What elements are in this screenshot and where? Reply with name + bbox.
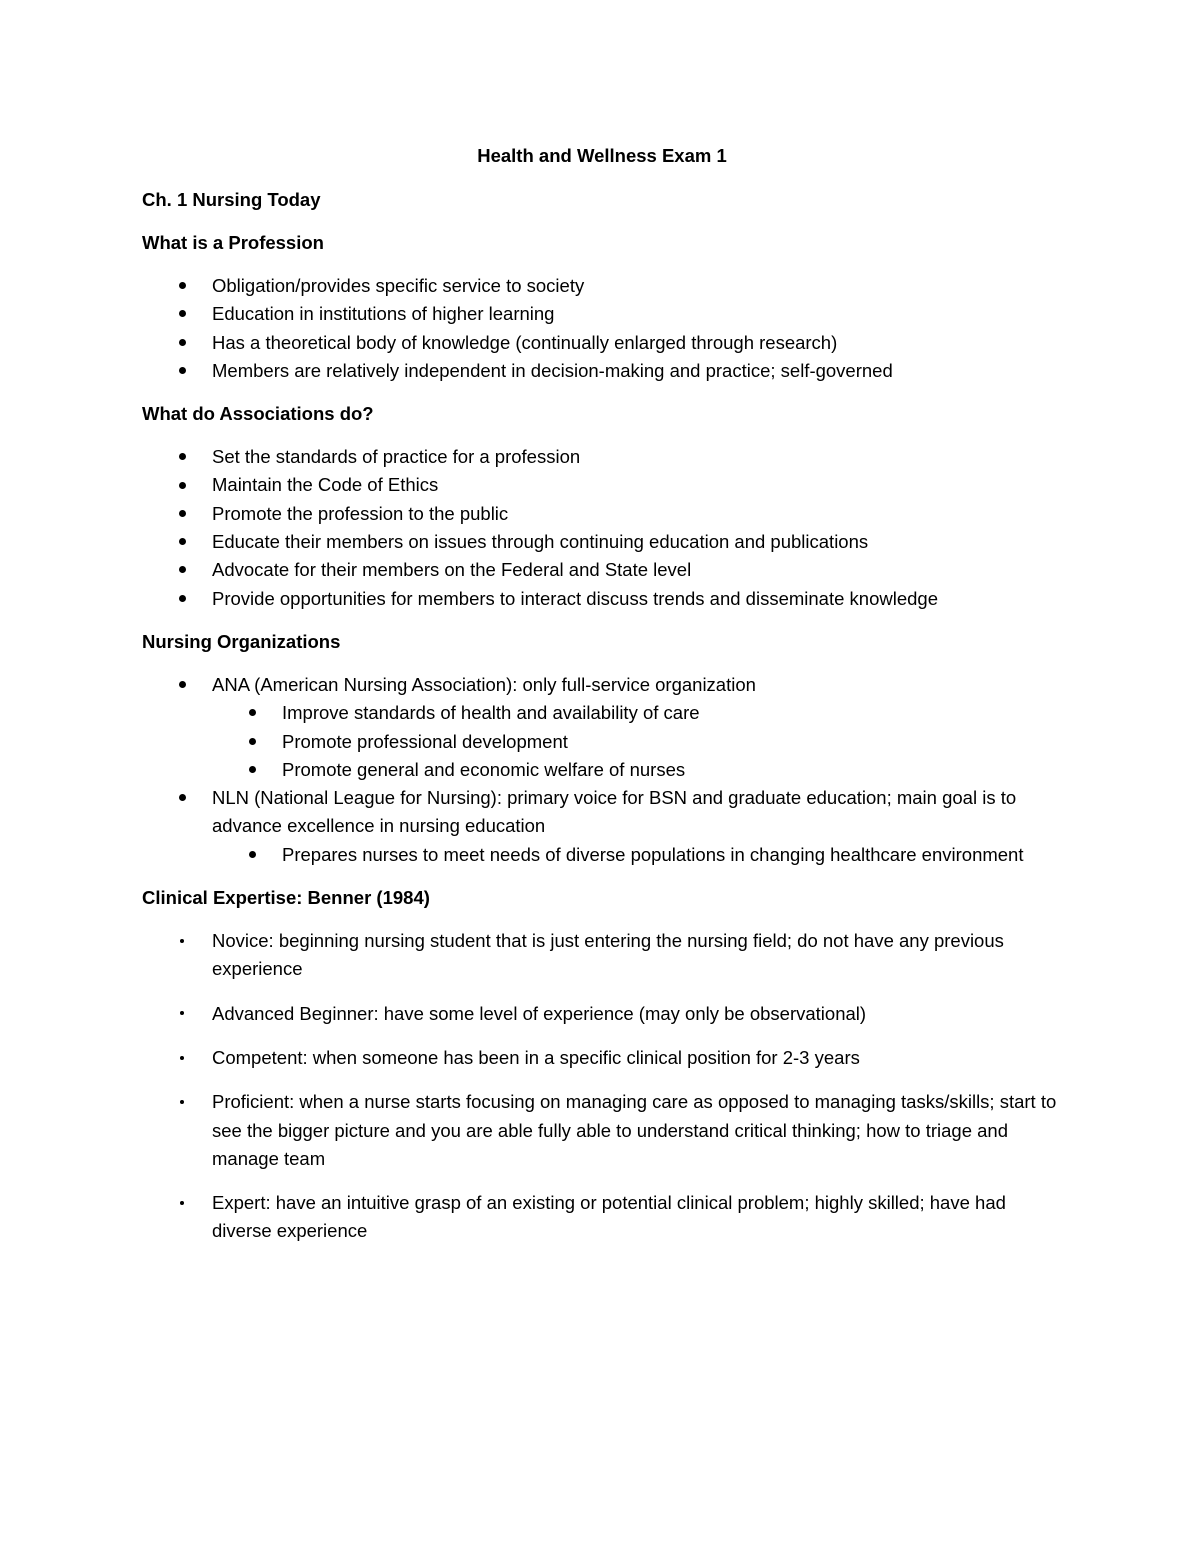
section-heading-organizations: Nursing Organizations: [142, 630, 341, 652]
list-item-text: Proficient: when a nurse starts focusing on managing care as opposed to managing tasks/skills; start to see the bigger picture and you are able fully able to understand critical thinking; how to triage and manage team: [212, 1091, 1057, 1169]
bullet-icon: [245, 699, 259, 727]
list-item-text: Novice: beginning nursing student that is just entering the nursing field; do not have any previous experience: [212, 930, 1004, 980]
list-item-text: Provide opportunities for members to interact discuss trends and disseminate knowledge: [212, 587, 938, 609]
sub-list-item-text: Prepares nurses to meet needs of diverse populations in changing healthcare environment: [282, 843, 1024, 865]
profession-list: [142, 272, 1062, 385]
associations-list: [142, 443, 1062, 613]
chapter-heading: Ch. 1 Nursing Today: [142, 189, 321, 210]
bullet-icon: [175, 1088, 189, 1116]
list-item: [142, 300, 1062, 328]
list-item-text: Has a theoretical body of knowledge (continually enlarged through research): [212, 331, 838, 353]
sub-list-item: [142, 699, 1062, 727]
list-item: [142, 1088, 1062, 1173]
list-item-nln: [142, 784, 1062, 841]
list-item: [142, 556, 1062, 584]
list-item: [142, 272, 1062, 300]
list-item-text: Educate their members on issues through continuing education and publications: [212, 531, 869, 553]
list-item: [142, 927, 1062, 984]
bullet-icon: [175, 927, 189, 955]
list-item-text: NLN (National League for Nursing): primary voice for BSN and graduate education; main goal is to advance excellence in nursing education: [212, 787, 1017, 837]
list-item: [142, 500, 1062, 528]
list-item: [142, 329, 1062, 357]
nln-sublist: [142, 841, 1062, 869]
sub-list-item-text: Promote professional development: [282, 730, 568, 752]
section-heading-associations: What do Associations do?: [142, 403, 374, 425]
sub-list-item-text: Promote general and economic welfare of nurses: [282, 758, 686, 780]
bullet-icon: [175, 500, 189, 528]
list-item-text: Education in institutions of higher learning: [212, 303, 555, 325]
bullet-icon: [175, 300, 189, 328]
bullet-icon: [175, 443, 189, 471]
bullet-icon: [245, 841, 259, 869]
list-item-text: Competent: when someone has been in a specific clinical position for 2-3 years: [212, 1046, 860, 1068]
list-item-text: Maintain the Code of Ethics: [212, 474, 439, 496]
list-item: [142, 443, 1062, 471]
section-heading-profession: What is a Profession: [142, 232, 324, 253]
sub-list-item: [142, 728, 1062, 756]
list-item-ana: [142, 671, 1062, 699]
bullet-icon: [175, 585, 189, 613]
ana-sublist: [142, 699, 1062, 784]
sub-list-item: [142, 841, 1062, 869]
list-item-text: Expert: have an intuitive grasp of an existing or potential clinical problem; highly skilled; have had diverse experience: [212, 1192, 1006, 1242]
list-item: [142, 471, 1062, 499]
bullet-icon: [175, 784, 189, 812]
list-item: [142, 1044, 1062, 1072]
list-item-text: Advocate for their members on the Federal and State level: [212, 559, 692, 581]
organizations-list: [142, 671, 1062, 869]
expertise-list: [142, 927, 1062, 1246]
list-item-text: Promote the profession to the public: [212, 502, 509, 524]
list-item-text: ANA (American Nursing Association): only full-service organization: [212, 673, 756, 695]
bullet-icon: [175, 329, 189, 357]
list-item-text: Set the standards of practice for a profession: [212, 446, 581, 468]
document-content: [142, 142, 1062, 1262]
bullet-icon: [175, 1000, 189, 1028]
bullet-icon: [175, 272, 189, 300]
list-item: [142, 357, 1062, 385]
list-item-text: Members are relatively independent in decision-making and practice; self-governed: [212, 359, 893, 381]
sub-list-item-text: Improve standards of health and availability of care: [282, 702, 700, 724]
bullet-icon: [245, 756, 259, 784]
document-title: Health and Wellness Exam 1: [477, 145, 727, 166]
list-item: [142, 585, 1062, 613]
bullet-icon: [175, 528, 189, 556]
bullet-icon: [245, 728, 259, 756]
sub-list-item: [142, 756, 1062, 784]
bullet-icon: [175, 556, 189, 584]
bullet-icon: [175, 471, 189, 499]
list-item-text: Advanced Beginner: have some level of experience (may only be observational): [212, 1002, 867, 1024]
bullet-icon: [175, 1189, 189, 1217]
list-item: [142, 1000, 1062, 1028]
bullet-icon: [175, 357, 189, 385]
bullet-icon: [175, 671, 189, 699]
list-item: [142, 528, 1062, 556]
list-item-text: Obligation/provides specific service to society: [212, 275, 585, 296]
list-item: [142, 1189, 1062, 1246]
bullet-icon: [175, 1044, 189, 1072]
section-heading-expertise: Clinical Expertise: Benner (1984): [142, 887, 430, 909]
